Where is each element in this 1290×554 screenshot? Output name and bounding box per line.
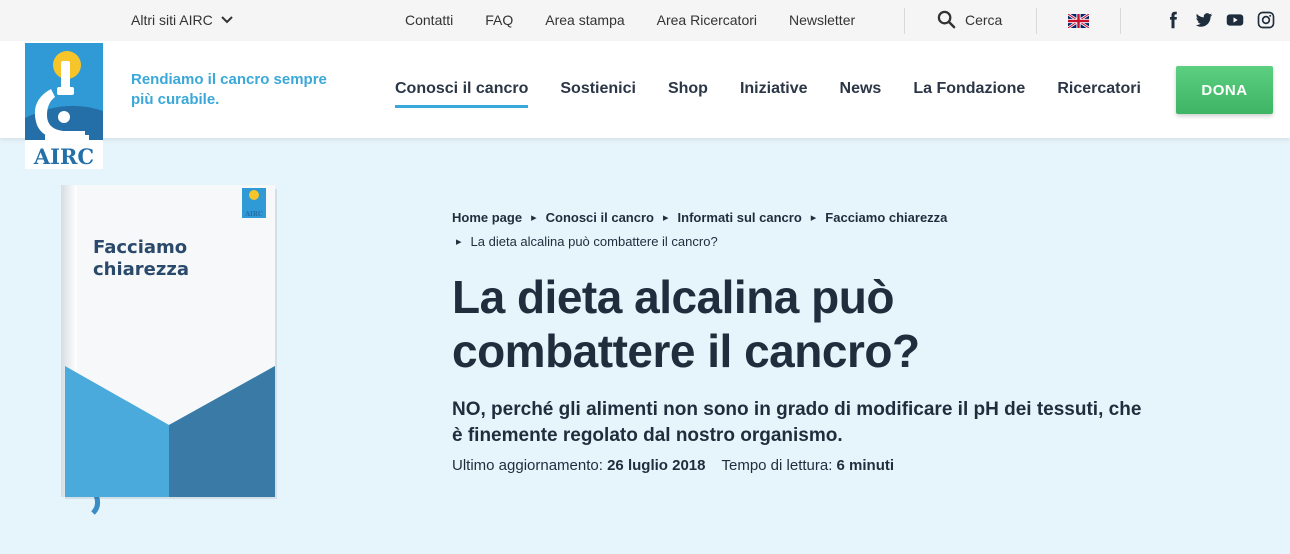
facebook-icon[interactable]: [1163, 10, 1183, 30]
altri-siti-label: Altri siti AIRC: [131, 12, 213, 28]
divider: [1036, 8, 1037, 34]
main-nav: [395, 80, 1173, 98]
reading-info: [721, 457, 894, 474]
link-area-ricercatori[interactable]: Area Ricercatori: [656, 12, 758, 28]
altri-siti-dropdown[interactable]: [131, 12, 233, 28]
nav-la-fondazione[interactable]: La Fondazione: [913, 80, 1026, 97]
nav-news[interactable]: News: [839, 80, 882, 97]
article-meta: [452, 457, 894, 474]
nav-shop[interactable]: Shop: [667, 80, 708, 97]
book-logo-text: AIRC: [245, 211, 263, 218]
nav-conosci-il-cancro[interactable]: Conosci il cancro: [395, 80, 529, 97]
book-title-line2: chiarezza: [93, 259, 189, 280]
breadcrumb-current: La dieta alcalina può combattere il cancro?: [470, 234, 718, 249]
chevron-down-icon: [221, 16, 233, 24]
uk-flag-icon[interactable]: [1068, 14, 1089, 28]
link-area-stampa[interactable]: Area stampa: [545, 12, 625, 28]
breadcrumb-facciamo[interactable]: Facciamo chiarezza: [825, 210, 948, 225]
nav-sostienici[interactable]: Sostienici: [560, 80, 636, 97]
utility-bar: [0, 0, 1290, 41]
chevron-right-icon: ▸: [662, 212, 669, 224]
reading-label: Tempo di lettura:: [721, 457, 833, 474]
updated-label: Ultimo aggiornamento:: [452, 457, 603, 474]
youtube-icon[interactable]: [1225, 10, 1245, 30]
tagline: Rendiamo il cancro sempre più curabile.: [131, 71, 327, 108]
chevron-right-icon: ▸: [456, 236, 462, 248]
search-label: Cerca: [965, 11, 1003, 28]
main-header: [0, 41, 1290, 169]
search-button[interactable]: [937, 10, 1002, 29]
instagram-icon[interactable]: [1256, 10, 1276, 30]
search-icon: [937, 10, 956, 29]
chevron-right-icon: ▸: [531, 212, 537, 224]
breadcrumb: [452, 206, 1052, 254]
breadcrumb-informati[interactable]: Informati sul cancro: [677, 210, 802, 225]
donate-button[interactable]: DONA: [1176, 66, 1273, 114]
link-faq[interactable]: FAQ: [485, 12, 514, 28]
social-links: [1163, 10, 1276, 30]
updated-value: 26 luglio 2018: [607, 457, 706, 474]
reading-value: 6 minuti: [836, 457, 895, 474]
link-contatti[interactable]: Contatti: [405, 12, 454, 28]
page-subtitle: NO, perché gli alimenti non sono in grado di modificare il pH dei tessuti, che è finemente regolato dal nostro organismo.: [452, 399, 1142, 446]
airc-logo[interactable]: [25, 43, 103, 169]
utility-links: [405, 12, 887, 28]
twitter-icon[interactable]: [1194, 10, 1214, 30]
logo-text: AIRC: [33, 144, 95, 169]
nav-ricercatori[interactable]: Ricercatori: [1057, 80, 1141, 97]
breadcrumb-home[interactable]: Home page: [452, 210, 523, 225]
link-newsletter[interactable]: Newsletter: [789, 12, 856, 28]
breadcrumb-conosci[interactable]: Conosci il cancro: [545, 210, 654, 225]
nav-iniziative[interactable]: Iniziative: [739, 80, 808, 97]
updated-info: [452, 457, 705, 474]
book-illustration: [55, 183, 287, 523]
divider: [904, 8, 905, 34]
book-title-line1: Facciamo: [93, 237, 188, 258]
page-title: La dieta alcalina può combattere il cancro?: [452, 271, 920, 377]
chevron-right-icon: ▸: [810, 212, 817, 224]
divider: [1120, 8, 1121, 34]
